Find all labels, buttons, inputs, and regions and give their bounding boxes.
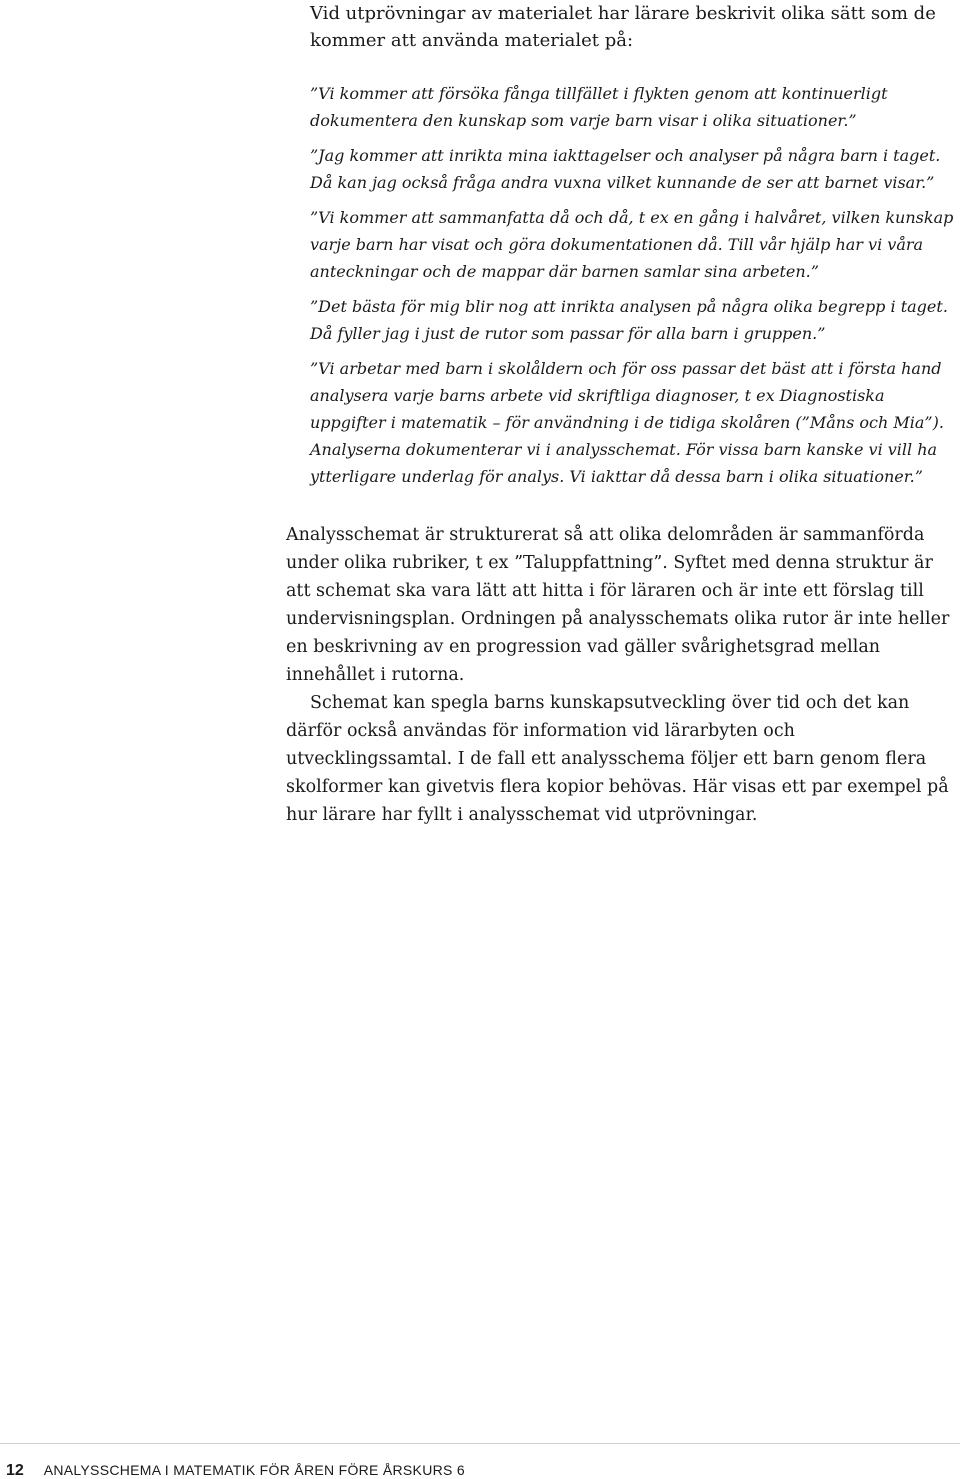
footer-divider xyxy=(0,1443,960,1444)
page-footer xyxy=(6,1462,465,1479)
intro-paragraph: Vid utprövningar av materialet har lärare beskrivit olika sätt som de kommer att använda materialet på: xyxy=(310,3,936,51)
page-number: 12 xyxy=(6,1462,24,1479)
intro-section xyxy=(310,0,950,54)
quote-5: ”Vi arbetar med barn i skolåldern och för oss passar det bäst att i första hand analysera varje barns arbete vid skriftliga diagnoser, t ex Diagnostiska uppgifter i matematik – för användning i de tidiga skolåren (”Måns och Mia”). Analyserna dokumenterar vi i analysschemat. För vissa barn kanske vi vill ha ytterligare underlag för analys. Vi iakttar då dessa barn i olika situationer.” xyxy=(310,359,944,486)
teacher-quotes xyxy=(310,80,956,498)
quote-1: ”Vi kommer att försöka fånga tillfället i flykten genom att kontinuerligt dokumentera den kunskap som varje barn visar i olika situationer.” xyxy=(310,84,888,130)
body-section xyxy=(286,521,956,829)
quote-4: ”Det bästa för mig blir nog att inrikta analysen på några olika begrepp i taget. Då fyller jag i just de rutor som passar för alla barn i gruppen.” xyxy=(310,297,948,343)
body-paragraph-2: Schemat kan spegla barns kunskapsutveckling över tid och det kan därför också användas för information vid lärarbyten och utvecklingssamtal. I de fall ett analysschema följer ett barn genom flera skolformer kan givetvis flera kopior behövas. Här visas ett par exempel på hur lärare har fyllt i analysschemat vid utprövningar. xyxy=(286,693,949,825)
body-paragraph-1: Analysschemat är strukturerat så att olika delområden är sammanförda under olika rubriker, t ex ”Taluppfattning”. Syftet med denna struktur är att schemat ska vara lätt att hitta i för läraren och är inte ett förslag till undervisningsplan. Ordningen på analysschemats olika rutor är inte heller en beskrivning av en progression vad gäller svårighetsgrad mellan innehållet i rutorna. xyxy=(286,525,950,685)
quote-3: ”Vi kommer att sammanfatta då och då, t ex en gång i halvåret, vilken kunskap varje barn har visat och göra dokumentationen då. Till vår hjälp har vi våra anteckningar och de mappar där barnen samlar sina arbeten.” xyxy=(310,208,954,281)
quote-2: ”Jag kommer att inrikta mina iakttagelser och analyser på några barn i taget. Då kan jag också fråga andra vuxna vilket kunnande de ser att barnet visar.” xyxy=(310,146,941,192)
running-title: ANALYSSCHEMA I MATEMATIK FÖR ÅREN FÖRE ÅRSKURS 6 xyxy=(43,1462,465,1478)
